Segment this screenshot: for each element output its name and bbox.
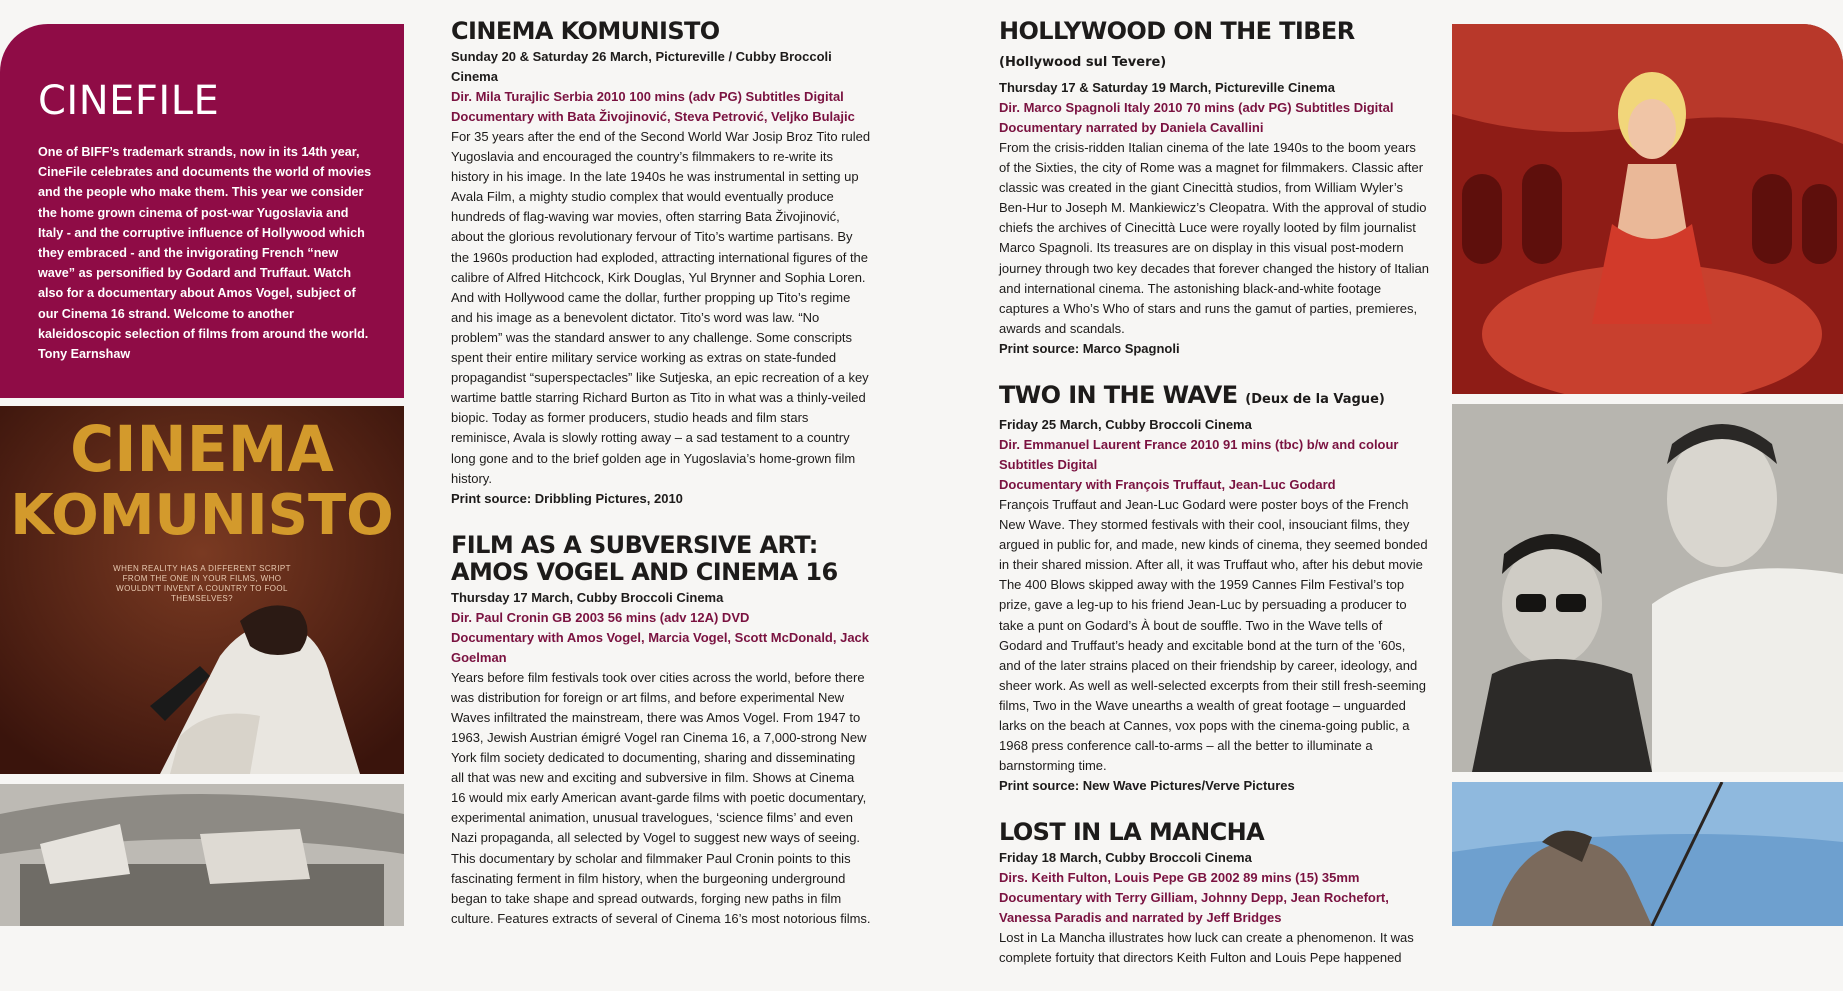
hollywood-tiber-photo: [1452, 24, 1843, 394]
film-print-source: Print source: Marco Spagnoli: [999, 340, 1180, 356]
film-entry: [999, 382, 1429, 796]
film-cast: Documentary with Bata Živojinović, Steva Petrović, Veljko Bulajic: [451, 109, 855, 124]
film-entry: [451, 18, 871, 509]
film-title: FILM AS A SUBVERSIVE ART: AMOS VOGEL AND CINEMA 16: [451, 530, 838, 586]
column-right: [999, 14, 1429, 991]
poster-title-line1: CINEMA: [70, 412, 334, 487]
film-title: CINEMA KOMUNISTO: [451, 17, 720, 45]
film-credit: Dir. Paul Cronin GB 2003 56 mins (adv 12A) DVD: [451, 609, 750, 625]
truffaut-godard-photo: [1452, 404, 1843, 772]
cinema-16-photo: [0, 784, 404, 926]
film-synopsis: For 35 years after the end of the Second World War Josip Broz Tito ruled Yugoslavia and encouraged the country’s filmmakers to re-write its history in his image. In the late 1940s he was instrumental in setting up Avala Film, a mighty studio complex that would eventually produce hundreds of flag-waving war movies, often starring Bata Živojinović, about the glorious revolutionary fervour of Tito’s wartime partisans. By the 1960s production had exploded, attracting international figures of the calibre of Alfred Hitchcock, Kirk Douglas, Yul Brynner and Sophia Loren. And with Hollywood came the dollar, further propping up Tito’s regime and his image as a benevolent dictator. Tito’s word was law. “No problem” was the standard answer to any challenge. Some conscripts spent their entire military service working as extras on state-funded propagandist “superspectacles” like Sutjeska, an epic recreation of a key wartime battle starring Richard Burton as Tito in what was a thinly-veiled biopic. Today as former producers, studio heads and film stars reminisce, Avala is slowly rotting away – a sad testament to a country long gone and to the brief golden age in Yugoslavia’s home-grown film history.: [451, 129, 871, 486]
film-credit: Dirs. Keith Fulton, Louis Pepe GB 2002 89 mins (15) 35mm: [999, 870, 1360, 886]
film-print-source: Print source: New Wave Pictures/Verve Pictures: [999, 778, 1295, 794]
film-cast: Documentary with Terry Gilliam, Johnny Depp, Jean Rochefort, Vanessa Paradis and narrated by Jeff Bridges: [999, 890, 1389, 926]
film-synopsis: Lost in La Mancha illustrates how luck can create a phenomenon. It was complete fortuity that directors Keith Fulton and Louis Pepe happened: [999, 930, 1414, 966]
film-dates: Thursday 17 & Saturday 19 March, Pictureville Cinema: [999, 80, 1335, 95]
film-subtitle: (Hollywood sul Tevere): [999, 55, 1167, 70]
film-synopsis: François Truffaut and Jean-Luc Godard were poster boys of the French New Wave. They stormed festivals with their cool, insouciant films, they argued in public for, and made, new kinds of cinema, they seemed bonded in their shared mission. After all, it was Truffaut who, after his debut movie The 400 Blows skipped away with the 1959 Cannes Film Festival’s top prize, gave a leg-up to his friend Jean-Luc by persuading a producer to take a punt on Godard’s À bout de souffle. Two in the Wave tells of Godard and Truffaut’s heady and excitable bond at the turn of the ’60s, and of the later strains placed on their friendship by career, ideology, and sheer work. As well as well-selected excerpts from their still fresh-seeming films, Two in the Wave unearths a wealth of great footage – unguarded larks on the beach at Cannes, vox pops with the cinema-going public, a 1968 press conference call-to-arms – all the better to illuminate a barnstorming time.: [999, 496, 1428, 774]
film-entry: [451, 532, 871, 929]
column-middle: [451, 14, 871, 952]
cinema-komunisto-poster: [0, 406, 404, 774]
film-subtitle: (Deux de la Vague): [1245, 391, 1385, 407]
cinefile-panel: [0, 24, 404, 398]
film-dates: Friday 18 March, Cubby Broccoli Cinema: [999, 850, 1252, 866]
film-cast: Documentary with Amos Vogel, Marcia Vogel, Scott McDonald, Jack Goelman: [451, 629, 870, 665]
poster-tagline: WHEN REALITY HAS A DIFFERENT SCRIPT FROM THE ONE IN YOUR FILMS, WHO WOULDN'T INVENT A COUNTRY TO FOOL THEMSELVES?: [113, 564, 291, 603]
film-cast: Documentary with François Truffaut, Jean-Luc Godard: [999, 476, 1336, 492]
film-synopsis: From the crisis-ridden Italian cinema of the late 1940s to the boom years of the Sixties, the city of Rome was a magnet for filmmakers. Classic after classic was created in the giant Cinecittà studios, from William Wyler’s Ben-Hur to Joseph M. Mankiewicz’s Cleopatra. With the approval of studio chiefs the archives of Cinecittà Luce were royally looted by film journalist Marco Spagnoli. Its treasures are on display in this visual post-modern journey through two key decades that forever changed the history of Italian and international cinema. The astonishing black-and-white footage captures a Who’s Who of stars and runs the gamut of parties, premieres, awards and scandals.: [999, 140, 1429, 336]
cinefile-title: CINEFILE: [38, 78, 220, 124]
film-title: LOST IN LA MANCHA: [999, 818, 1265, 847]
cinefile-intro: One of BIFF’s trademark strands, now in its 14th year, CineFile celebrates and documents the world of movies and the people who make them. This year we consider the home grown cinema of post-war Yugoslavia and Italy - and the corruptive influence of Hollywood which they embraced - and the invigorating French “new wave” as personified by Godard and Truffaut. Watch also for a documentary about Amos Vogel, subject of our Cinema 16 strand. Welcome to another kaleidoscopic selection of films from around the world. Tony Earnshaw: [38, 145, 372, 362]
film-credit: Dir. Emmanuel Laurent France 2010 91 mins (tbc) b/w and colour Subtitles Digital: [999, 436, 1399, 472]
film-dates: Sunday 20 & Saturday 26 March, Pictureville / Cubby Broccoli Cinema: [451, 49, 832, 84]
film-title: TWO IN THE WAVE (Deux de la Vague): [999, 380, 1385, 409]
film-print-source: Print source: Dribbling Pictures, 2010: [451, 490, 683, 506]
film-dates: Thursday 17 March, Cubby Broccoli Cinema: [451, 589, 724, 605]
film-entry: [999, 18, 1429, 359]
film-cast: Documentary narrated by Daniela Cavallini: [999, 120, 1264, 135]
film-dates: Friday 25 March, Cubby Broccoli Cinema: [999, 416, 1252, 432]
poster-title-line2: KOMUNISTO: [10, 483, 394, 548]
film-credit: Dir. Mila Turajlic Serbia 2010 100 mins (adv PG) Subtitles Digital: [451, 89, 844, 104]
film-title: HOLLYWOOD ON THE TIBER (Hollywood sul Tevere): [999, 17, 1355, 70]
film-synopsis: Years before film festivals took over cities across the world, before there was distribution for foreign or art films, and before experimental New Waves infiltrated the mainstream, there was Amos Vogel. From 1947 to 1963, Jewish Austrian émigré Vogel ran Cinema 16, a 7,000-strong New York film society dedicated to documenting, sharing and disseminating all that was new and exciting and subversive in film. Shows at Cinema 16 would mix early American avant-garde films with poetic documentary, experimental animation, unusual travelogues, ‘science films’ and even Nazi propaganda, all selected by Vogel to suggest new ways of seeing. This documentary by scholar and filmmaker Paul Cronin points to this fascinating ferment in film history, when the burgeoning underground began to take shape and spread outwards, forging new paths in film culture. Features extracts of several of Cinema 16’s most notorious films.: [451, 669, 871, 926]
film-entry: [999, 819, 1429, 968]
lost-in-la-mancha-photo: [1452, 782, 1843, 926]
film-credit: Dir. Marco Spagnoli Italy 2010 70 mins (adv PG) Subtitles Digital: [999, 100, 1394, 115]
